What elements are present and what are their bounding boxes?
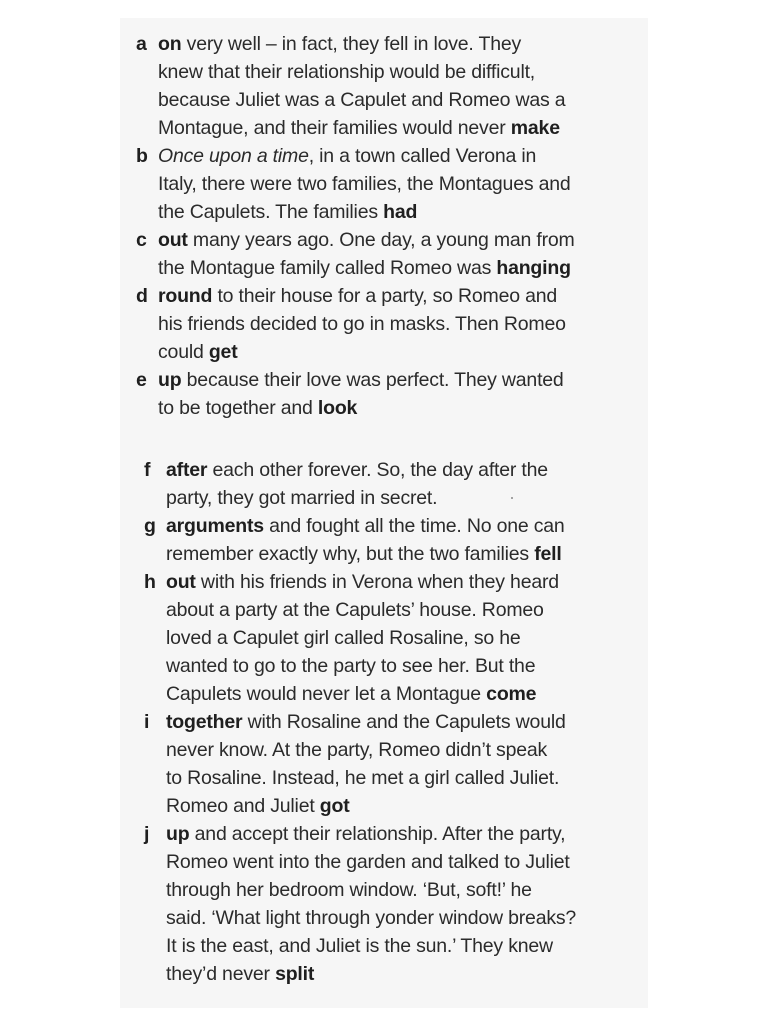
line-text: It is the east, and Juliet is the sun.’ They knew xyxy=(166,935,553,957)
keyword: out xyxy=(166,571,196,593)
line-text: party, they got married in secret. xyxy=(166,487,438,509)
line-text: to Rosaline. Instead, he met a girl called Juliet. xyxy=(166,767,560,789)
fragment-line xyxy=(166,876,644,904)
line-text: loved a Capulet girl called Rosaline, so he xyxy=(166,627,521,649)
fragment-line xyxy=(166,708,644,736)
keyword: get xyxy=(208,341,238,363)
fragment-letter: e xyxy=(136,369,147,391)
fragment-line xyxy=(158,86,636,114)
fragment-line xyxy=(166,960,644,988)
keyword: up xyxy=(158,369,182,391)
line-text: the Montague family called Romeo was xyxy=(158,257,497,279)
fragment-line xyxy=(166,512,644,540)
line-text: Montague, and their families would never xyxy=(158,117,511,139)
fragment-line xyxy=(166,596,644,624)
line-text: to be together and xyxy=(158,397,318,419)
line-text: about a party at the Capulets’ house. Romeo xyxy=(166,599,544,621)
keyword: split xyxy=(275,963,315,985)
story-fragments-a-to-e xyxy=(136,30,636,422)
line-text: and fought all the time. No one can xyxy=(263,515,565,537)
fragment-letter: i xyxy=(144,711,150,733)
line-text: could xyxy=(158,341,209,363)
line-text: said. ‘What light through yonder window breaks? xyxy=(166,907,577,929)
keyword: arguments xyxy=(166,515,264,537)
fragment-line xyxy=(158,30,636,58)
line-text: with his friends in Verona when they heard xyxy=(195,571,559,593)
fragment-line xyxy=(166,540,644,568)
line-text: remember exactly why, but the two families xyxy=(166,543,535,565)
keyword: fell xyxy=(534,543,562,565)
fragment-letter: h xyxy=(144,571,156,593)
fragment-a xyxy=(136,30,636,142)
fragment-line xyxy=(158,366,636,394)
scan-speck xyxy=(511,497,513,499)
fragment-line xyxy=(166,484,644,512)
line-text: knew that their relationship would be difficult, xyxy=(158,61,536,83)
fragment-letter: b xyxy=(136,145,148,167)
line-text: never know. At the party, Romeo didn’t speak xyxy=(166,739,548,761)
story-fragments-f-to-j xyxy=(144,456,644,988)
fragment-line xyxy=(158,58,636,86)
line-text: the Capulets. The families xyxy=(158,201,384,223)
fragment-line xyxy=(158,254,636,282)
fragment-line xyxy=(158,114,636,142)
line-text: because their love was perfect. They wanted xyxy=(181,369,564,391)
fragment-letter: f xyxy=(144,459,151,481)
keyword: up xyxy=(166,823,190,845)
fragment-b xyxy=(136,142,636,226)
keyword: after xyxy=(166,459,208,481)
fragment-line xyxy=(158,394,636,422)
line-text: wanted to go to the party to see her. But the xyxy=(166,655,536,677)
fragment-line xyxy=(166,456,644,484)
fragment-line xyxy=(166,680,644,708)
fragment-f xyxy=(144,456,644,512)
fragment-c xyxy=(136,226,636,282)
fragment-line xyxy=(158,282,636,310)
keyword: come xyxy=(486,683,537,705)
keyword: hanging xyxy=(496,257,571,279)
fragment-i xyxy=(144,708,644,820)
keyword: on xyxy=(158,33,182,55)
fragment-line xyxy=(166,820,644,848)
line-text: to their house for a party, so Romeo and xyxy=(212,285,558,307)
line-text: many years ago. One day, a young man from xyxy=(187,229,575,251)
line-text: Romeo went into the garden and talked to Juliet xyxy=(166,851,570,873)
fragment-j xyxy=(144,820,644,988)
line-text: each other forever. So, the day after the xyxy=(207,459,548,481)
fragment-line xyxy=(158,198,636,226)
fragment-line xyxy=(166,624,644,652)
fragment-g xyxy=(144,512,644,568)
fragment-line xyxy=(166,848,644,876)
line-text: Romeo and Juliet xyxy=(166,795,320,817)
italic-phrase: Once upon a time xyxy=(158,145,309,167)
line-text: they’d never xyxy=(166,963,276,985)
fragment-line xyxy=(166,652,644,680)
line-text: Capulets would never let a Montague xyxy=(166,683,487,705)
fragment-d xyxy=(136,282,636,366)
line-text: Italy, there were two families, the Montagues and xyxy=(158,173,571,195)
keyword: got xyxy=(319,795,350,817)
keyword: together xyxy=(166,711,243,733)
fragment-line xyxy=(166,904,644,932)
fragment-e xyxy=(136,366,636,422)
fragment-line xyxy=(158,170,636,198)
keyword: round xyxy=(158,285,213,307)
fragment-letter: c xyxy=(136,229,147,251)
fragment-line xyxy=(166,792,644,820)
fragment-line xyxy=(166,736,644,764)
line-text: with Rosaline and the Capulets would xyxy=(242,711,566,733)
fragment-line xyxy=(166,568,644,596)
fragment-letter: d xyxy=(136,285,148,307)
fragment-letter: j xyxy=(144,823,150,845)
fragment-h xyxy=(144,568,644,708)
keyword: out xyxy=(158,229,188,251)
fragment-line xyxy=(158,338,636,366)
fragment-line xyxy=(166,932,644,960)
line-text: very well – in fact, they fell in love. They xyxy=(181,33,522,55)
fragment-letter: a xyxy=(136,33,147,55)
keyword: look xyxy=(317,397,358,419)
fragment-line xyxy=(158,226,636,254)
fragment-line xyxy=(158,142,636,170)
line-text: through her bedroom window. ‘But, soft!’ he xyxy=(166,879,532,901)
line-text: and accept their relationship. After the party, xyxy=(189,823,566,845)
line-text: because Juliet was a Capulet and Romeo was a xyxy=(158,89,566,111)
fragment-line xyxy=(166,764,644,792)
keyword: had xyxy=(383,201,418,223)
keyword: make xyxy=(510,117,560,139)
line-text: , in a town called Verona in xyxy=(308,145,537,167)
line-text: his friends decided to go in masks. Then Romeo xyxy=(158,313,566,335)
fragment-line xyxy=(158,310,636,338)
fragment-letter: g xyxy=(144,515,156,537)
